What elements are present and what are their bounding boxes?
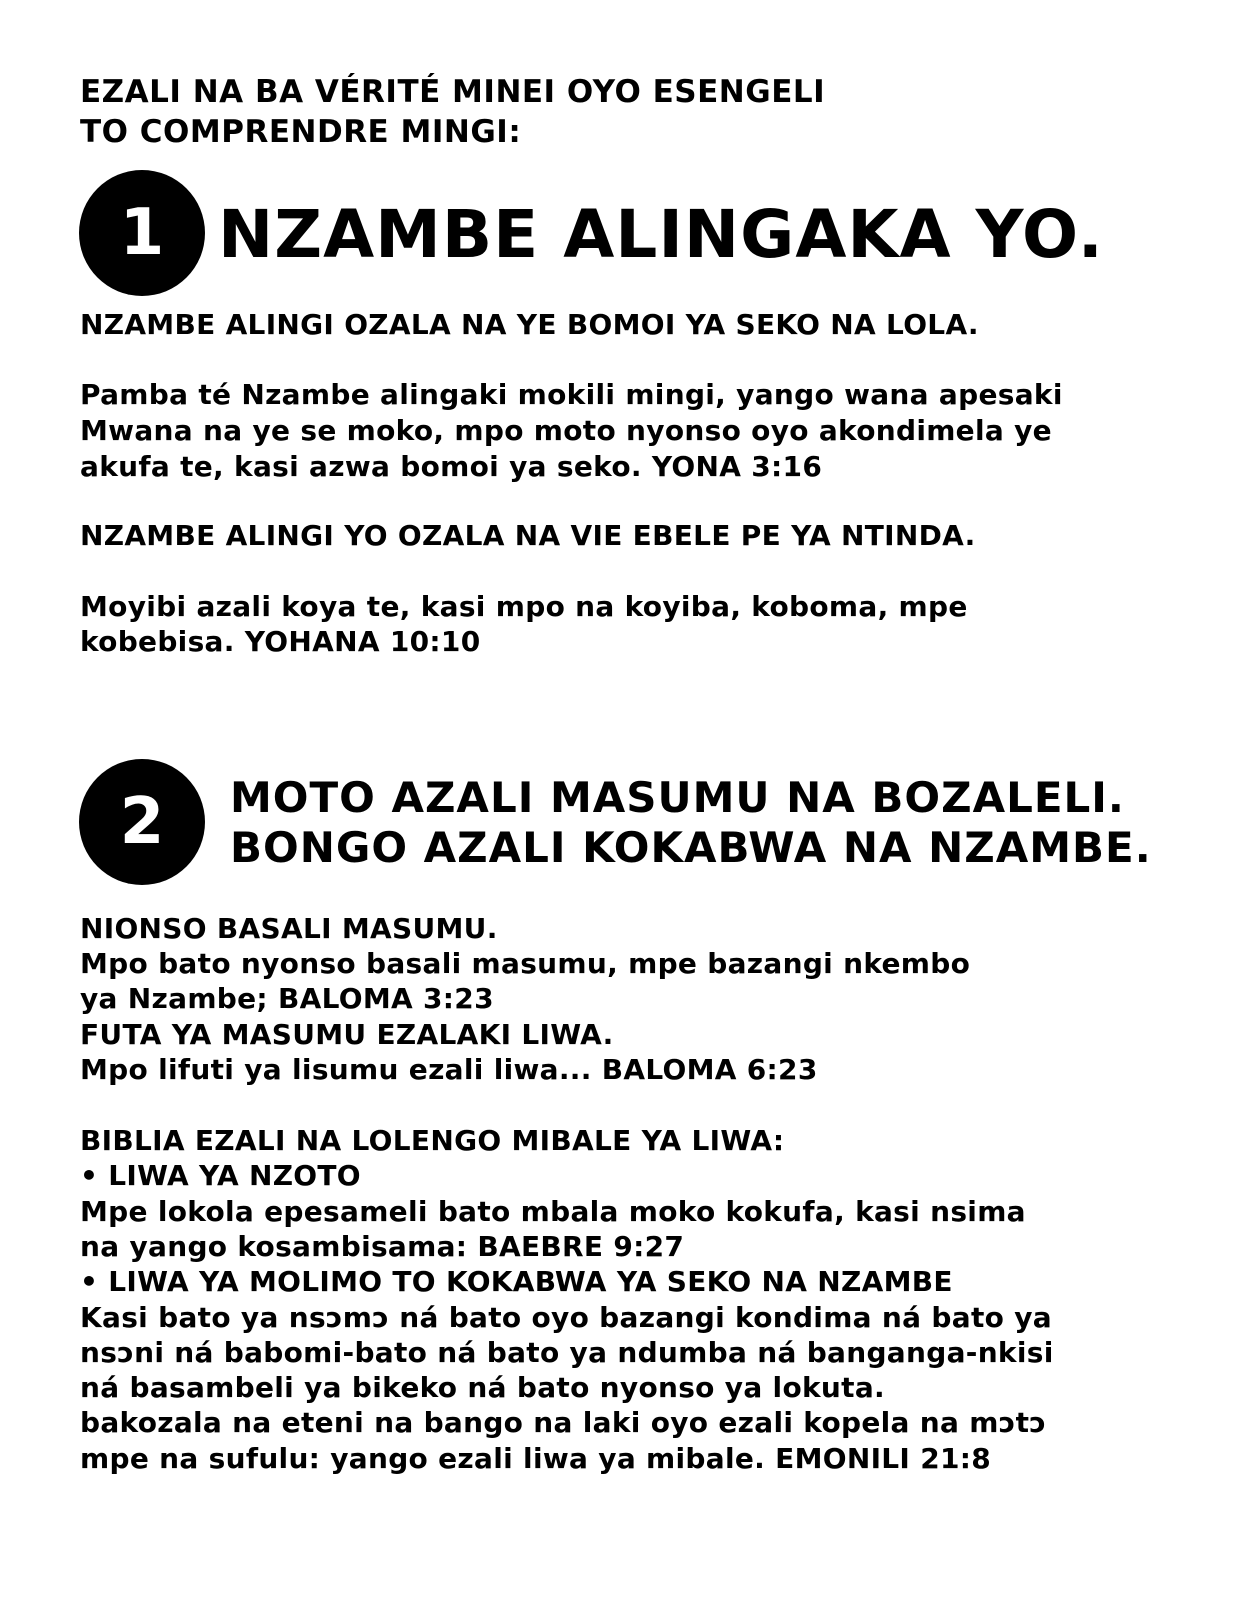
bullet-item: • LIWA YA MOLIMO TO KOKABWA YA SEKO NA NZAMBE bbox=[80, 1265, 953, 1298]
section-title: MOTO AZALI MASUMU NA BOZALELI. bbox=[230, 773, 1125, 822]
scripture-text: Mwana na ye se moko, mpo moto nyonso oyo akondimela ye bbox=[80, 414, 1052, 447]
section-title: BONGO AZALI KOKABWA NA NZAMBE. bbox=[230, 823, 1152, 872]
section-subheading: BIBLIA EZALI NA LOLENGO MIBALE YA LIWA: bbox=[80, 1124, 785, 1157]
scripture-text: Mpo bato nyonso basali masumu, mpe bazangi nkembo bbox=[80, 947, 971, 980]
section-subheading: NZAMBE ALINGI YO OZALA NA VIE EBELE PE YA NTINDA. bbox=[80, 519, 976, 552]
bullet-item: • LIWA YA NZOTO bbox=[80, 1159, 361, 1192]
scripture-text: Pamba té Nzambe alingaki mokili mingi, yango wana apesaki bbox=[80, 378, 1063, 411]
section-subheading: FUTA YA MASUMU EZALAKI LIWA. bbox=[80, 1018, 614, 1051]
section-subheading: NIONSO BASALI MASUMU. bbox=[80, 912, 498, 945]
scripture-text: Moyibi azali koya te, kasi mpo na koyiba, koboma, mpe bbox=[80, 590, 968, 623]
section-title: NZAMBE ALINGAKA YO. bbox=[218, 196, 1104, 273]
scripture-text: Kasi bato ya nsɔmɔ ná bato oyo bazangi kondima ná bato ya bbox=[80, 1301, 1052, 1334]
scripture-text: mpe na sufulu: yango ezali liwa ya mibale. EMONILI 21:8 bbox=[80, 1442, 992, 1475]
section-subheading: NZAMBE ALINGI OZALA NA YE BOMOI YA SEKO NA LOLA. bbox=[80, 308, 979, 341]
intro-heading-line: EZALI NA BA VÉRITÉ MINEI OYO ESENGELI bbox=[80, 74, 826, 110]
scripture-text: ná basambeli ya bikeko ná bato nyonso ya lokuta. bbox=[80, 1371, 885, 1404]
scripture-text: Mpo lifuti ya lisumu ezali liwa... BALOMA 6:23 bbox=[80, 1053, 818, 1086]
section-number-badge: 1 bbox=[79, 170, 205, 296]
scripture-text: Mpe lokola epesameli bato mbala moko kokufa, kasi nsima bbox=[80, 1195, 1026, 1228]
scripture-text: kobebisa. YOHANA 10:10 bbox=[80, 625, 481, 658]
scripture-text: akufa te, kasi azwa bomoi ya seko. YONA 3:16 bbox=[80, 450, 823, 483]
intro-heading-line: TO COMPRENDRE MINGI: bbox=[80, 114, 522, 150]
scripture-text: na yango kosambisama: BAEBRE 9:27 bbox=[80, 1230, 685, 1263]
scripture-text: bakozala na eteni na bango na laki oyo ezali kopela na mɔtɔ bbox=[80, 1406, 1047, 1439]
scripture-text: nsɔni ná babomi-bato ná bato ya ndumba ná banganga-nkisi bbox=[80, 1336, 1054, 1369]
scripture-text: ya Nzambe; BALOMA 3:23 bbox=[80, 982, 494, 1015]
section-number-badge: 2 bbox=[79, 759, 205, 885]
